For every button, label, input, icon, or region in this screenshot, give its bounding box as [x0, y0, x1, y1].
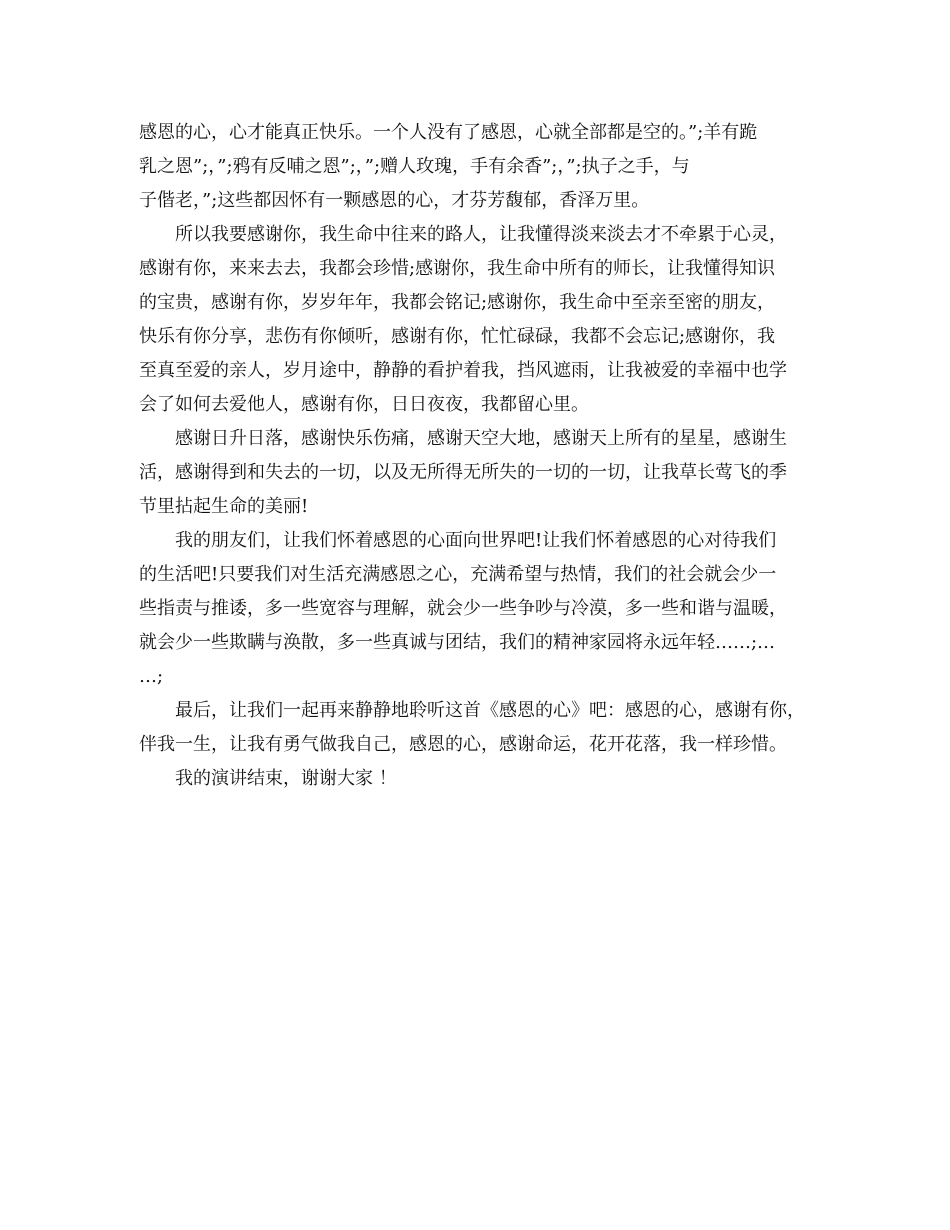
- text-line: 快乐有你分享，悲伤有你倾听，感谢有你，忙忙碌碌，我都不会忘记;感谢你，我: [139, 326, 776, 347]
- text-line: 子偕老，”;这些都因怀有一颗感恩的心，才芬芳馥郁，香泽万里。: [139, 190, 650, 211]
- closing-line: 我的演讲结束，谢谢大家 ！: [175, 768, 397, 789]
- text-line: 活，感谢得到和失去的一切，以及无所得无所失的一切的一切，让我草长莺飞的季: [139, 462, 787, 483]
- text-line: 感恩的心，心才能真正快乐。一个人没有了感恩，心就全部都是空的。”;羊有跪: [139, 122, 758, 143]
- paragraph-start-line: 我的朋友们，让我们怀着感恩的心面向世界吧!让我们怀着感恩的心对待我们: [175, 530, 777, 551]
- text-line: 些指责与推诿，多一些宽容与理解，就会少一些争吵与冷漠，多一些和谐与温暖，: [139, 598, 787, 619]
- text-line: …;: [139, 666, 164, 687]
- paragraph-start-line: 最后，让我们一起再来静静地聆听这首《感恩的心》吧：感恩的心，感谢有你，: [175, 700, 805, 721]
- text-line: 伴我一生，让我有勇气做我自己，感恩的心，感谢命运，花开花落，我一样珍惜。: [139, 734, 787, 755]
- text-line: 的宝贵，感谢有你，岁岁年年，我都会铭记;感谢你，我生命中至亲至密的朋友，: [139, 292, 776, 313]
- text-line: 至真至爱的亲人，岁月途中，静静的看护着我，挡风遮雨，让我被爱的幸福中也学: [139, 360, 787, 381]
- paragraph-start-line: 所以我要感谢你，我生命中往来的路人，让我懂得淡来淡去才不牵累于心灵，: [175, 224, 787, 245]
- paragraph-start-line: 感谢日升日落，感谢快乐伤痛，感谢天空大地，感谢天上所有的星星，感谢生: [175, 428, 787, 449]
- text-line: 就会少一些欺瞒与涣散，多一些真诚与团结，我们的精神家园将永远年轻……;…: [139, 632, 776, 653]
- text-line: 节里拈起生命的美丽!: [139, 496, 309, 517]
- speech-text: [139, 116, 829, 796]
- text-line: 感谢有你，来来去去，我都会珍惜;感谢你，我生命中所有的师长，让我懂得知识: [139, 258, 776, 279]
- text-line: 的生活吧!只要我们对生活充满感恩之心，充满希望与热情，我们的社会就会少一: [139, 564, 777, 585]
- text-line: 会了如何去爱他人，感谢有你，日日夜夜，我都留心里。: [139, 394, 589, 415]
- text-line: 乳之恩”;，”;鸦有反哺之恩”;，”;赠人玫瑰，手有余香”;，”;执子之手，与: [139, 156, 690, 177]
